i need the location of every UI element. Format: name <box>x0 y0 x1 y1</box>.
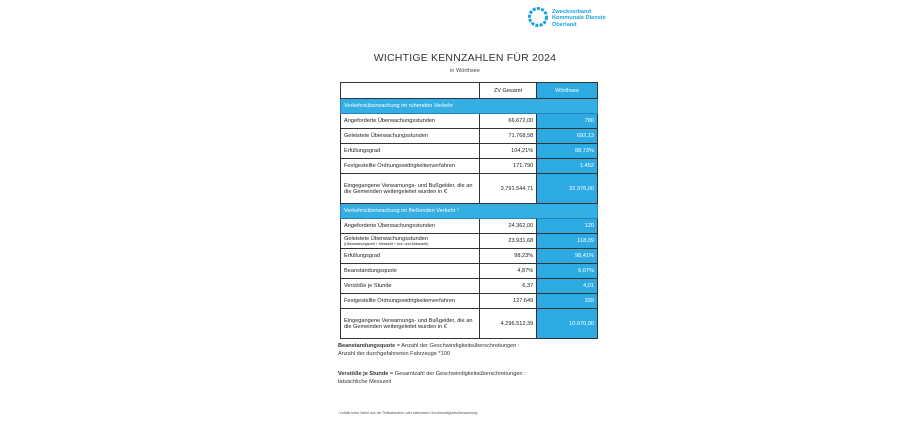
row-label: Festgestellte Ordnungswidrigkeitenverfahren <box>344 163 456 169</box>
value-zv-gesamt: 127.649 <box>479 294 537 309</box>
value-zv-gesamt: 4,87% <box>479 264 537 279</box>
table-row <box>341 219 598 234</box>
value-woerthsee: 118,09 <box>537 234 598 249</box>
row-label: Eingegangene Verwarnungs- und Bußgelder, die an die Gemeinden weitergeleitet wurden in € <box>344 182 473 195</box>
row-label: Beanstandungsquote <box>344 268 397 274</box>
row-label-cell <box>341 159 480 174</box>
logo <box>527 6 606 28</box>
table-row <box>341 234 598 249</box>
value-woerthsee: 692,13 <box>537 129 598 144</box>
table-row <box>341 249 598 264</box>
value-woerthsee: 32.376,00 <box>537 174 598 204</box>
note-beanstandungsquote <box>338 342 519 358</box>
footnote: ¹ enthält keine Werte aus der Teilstationären oder stationären Geschwindigkeitsüberwachung <box>338 411 478 415</box>
value-zv-gesamt: 104,21% <box>479 144 537 159</box>
table-header-row <box>341 83 598 99</box>
row-label-cell <box>341 279 480 294</box>
value-woerthsee: 6,07% <box>537 264 598 279</box>
section-title: Verkehrsüberwachung im ruhenden Verkehr <box>341 99 598 114</box>
row-label-cell <box>341 129 480 144</box>
table-row <box>341 114 598 129</box>
value-woerthsee: 88,73% <box>537 144 598 159</box>
value-woerthsee: 1.452 <box>537 159 598 174</box>
section-header-row <box>341 204 598 219</box>
value-zv-gesamt: 4.296.512,39 <box>479 309 537 339</box>
table-row <box>341 129 598 144</box>
note-line2: tatsächliche Messzeit <box>338 379 392 385</box>
logo-ring-icon <box>527 6 549 28</box>
row-label: Erfüllungsgrad <box>344 148 381 154</box>
page-title: WICHTIGE KENNZAHLEN FÜR 2024 <box>373 52 557 64</box>
table-row <box>341 159 598 174</box>
page-subtitle: in Wörthsee <box>450 68 480 74</box>
header-empty-cell <box>341 83 480 99</box>
row-label-cell <box>341 264 480 279</box>
table-row <box>341 294 598 309</box>
kennzahlen-table <box>340 82 598 339</box>
table-row <box>341 174 598 204</box>
value-woerthsee: 120 <box>537 219 598 234</box>
row-label-cell <box>341 114 480 129</box>
row-label: Angeforderte Überwachungsstunden <box>344 223 436 229</box>
row-label-cell <box>341 234 480 249</box>
table-row <box>341 279 598 294</box>
value-woerthsee: 10.070,00 <box>537 309 598 339</box>
logo-line-1: Zweckverband <box>552 9 591 15</box>
row-label-cell <box>341 294 480 309</box>
column-header-woerthsee: Wörthsee <box>537 83 598 99</box>
row-label-cell <box>341 174 480 204</box>
kennzahlen-table-body <box>341 83 598 339</box>
value-woerthsee: 339 <box>537 294 598 309</box>
row-label: Verstöße je Stunde <box>344 283 392 289</box>
logo-line-3: Oberland <box>552 21 577 28</box>
value-woerthsee: 780 <box>537 114 598 129</box>
table-row <box>341 144 598 159</box>
value-zv-gesamt: 71.768,58 <box>479 129 537 144</box>
row-label: Angeforderte Überwachungsstunden <box>344 118 436 124</box>
row-label-cell <box>341 249 480 264</box>
row-label: Geleistete Überwachungsstunden <box>344 236 428 242</box>
note-text: = Gesamtzahl der Geschwindigkeitsüberschreitungen : <box>388 371 526 377</box>
table-row <box>341 264 598 279</box>
logo-line-2: Kommunale Dienste <box>552 15 606 22</box>
value-zv-gesamt: 66.672,00 <box>479 114 537 129</box>
value-zv-gesamt: 23.931,68 <box>479 234 537 249</box>
value-zv-gesamt: 24.362,00 <box>479 219 537 234</box>
row-label: Geleistete Überwachungsstunden <box>344 133 428 139</box>
row-label-cell <box>341 219 480 234</box>
row-label: Festgestellte Ordnungswidrigkeitenverfahren <box>344 298 456 304</box>
note-line2: Anzahl der durchgefahrenen Fahrzeuge *100 <box>338 351 450 357</box>
section-header-row <box>341 99 598 114</box>
value-zv-gesamt: 98,23% <box>479 249 537 264</box>
value-zv-gesamt: 171.790 <box>479 159 537 174</box>
column-header-zv: ZV Gesamt <box>479 83 537 99</box>
note-text: = Anzahl der Geschwindigkeitsüberschreitungen : <box>395 343 520 349</box>
value-woerthsee: 4,01 <box>537 279 598 294</box>
table-row <box>341 309 598 339</box>
section-title: Verkehrsüberwachung im fließenden Verkehr ¹ <box>341 204 598 219</box>
note-term: Beanstandungsquote <box>338 343 396 349</box>
note-term: Verstöße je Stunde <box>338 371 389 377</box>
row-label: Eingegangene Verwarnungs- und Bußgelder, die an die Gemeinden weitergeleitet wurden in € <box>344 317 473 330</box>
row-label-sub: (Überwachungszeit + Messzeit + Auf- und Abbauzeit) <box>344 242 429 246</box>
note-verstoesse-je-stunde <box>338 370 526 386</box>
row-label-cell <box>341 144 480 159</box>
value-zv-gesamt: 6,37 <box>479 279 537 294</box>
value-woerthsee: 98,41% <box>537 249 598 264</box>
value-zv-gesamt: 3.791.544,71 <box>479 174 537 204</box>
row-label: Erfüllungsgrad <box>344 253 381 259</box>
row-label-cell <box>341 309 480 339</box>
logo-text <box>552 9 606 28</box>
